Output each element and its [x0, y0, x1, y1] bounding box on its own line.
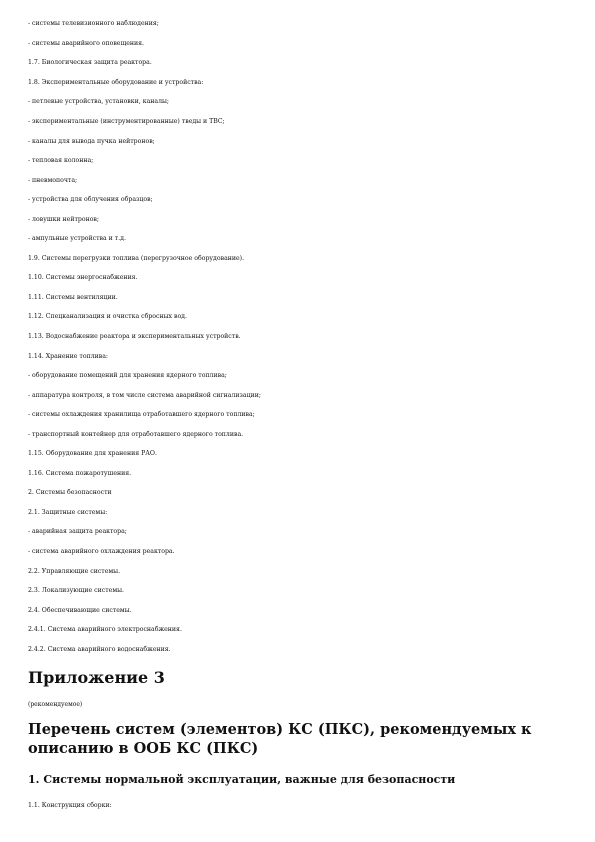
- list-item: 2.1. Защитные системы:: [28, 508, 108, 516]
- list-title: Перечень систем (элементов) КС (ПКС), рекомендуемых к описанию в ООБ КС (ПКС): [28, 721, 532, 757]
- list-item: 2.4.2. Система аварийного водоснабжения.: [28, 645, 171, 653]
- list-item: - ампульные устройства и т.д.: [28, 235, 126, 243]
- list-item: - каналы для вывода пучка нейтронов;: [28, 137, 155, 145]
- list-item: - ловушки нейтронов;: [28, 215, 99, 223]
- list-item: 2. Системы безопасности: [28, 489, 112, 497]
- list-item: 2.3. Локализующие системы.: [28, 587, 125, 595]
- list-item: 2.2. Управляющие системы.: [28, 567, 121, 575]
- list-item: 1.10. Системы энергоснабжения.: [28, 274, 138, 282]
- list-item: - тепловая колонна;: [28, 157, 94, 165]
- list-item: - петлевые устройства, установки, каналы;: [28, 98, 170, 106]
- list-item: 1.15. Оборудование для хранения РАО.: [28, 450, 157, 458]
- list-item: 2.4.1. Система аварийного электроснабжения.: [28, 626, 182, 634]
- list-item: 1.14. Хранение топлива:: [28, 352, 109, 360]
- list-item: - аварийная защита реактора;: [28, 528, 127, 536]
- list-item: - транспортный контейнер для отработавшего ядерного топлива.: [28, 430, 244, 438]
- list-item: 1.12. Спецканализация и очистка сбросных вод.: [28, 313, 187, 321]
- list-item: - системы охлаждения хранилища отработавшего ядерного топлива;: [28, 411, 255, 419]
- section-title: 1. Системы нормальной эксплуатации, важные для безопасности: [28, 773, 456, 786]
- list-item: 1.11. Системы вентиляции.: [28, 293, 118, 301]
- list-item: - устройства для облучения образцов;: [28, 196, 153, 204]
- systems-list: [28, 14, 573, 659]
- list-item: 1.16. Система пожаротушения.: [28, 469, 132, 477]
- list-item: - система аварийного охлаждения реактора.: [28, 548, 175, 556]
- list-item: 1.8. Экспериментальные оборудование и устройства:: [28, 78, 204, 86]
- list-item: - аппаратура контроля, в том числе система аварийной сигнализации;: [28, 391, 261, 399]
- list-item: 1.13. Водоснабжение реактора и экспериментальных устройств.: [28, 333, 241, 341]
- appendix-note: (рекомендуемое): [28, 701, 83, 708]
- list-item: 1.7. Биологическая защита реактора.: [28, 59, 152, 67]
- list-item: 2.4. Обеспечивающие системы.: [28, 606, 132, 614]
- list-item: - оборудование помещений для хранения ядерного топлива;: [28, 372, 227, 380]
- list-item: - экспериментальные (инструментированные) тведы и ТВС;: [28, 118, 225, 125]
- list-item: 1.1. Конструкция сборки:: [28, 802, 112, 809]
- appendix-title: Приложение 3: [28, 668, 165, 687]
- list-item: - системы телевизионного наблюдения;: [28, 20, 159, 28]
- list-item: 1.9. Системы перегрузки топлива (перегрузочное оборудование).: [28, 254, 245, 262]
- list-item: - системы аварийного оповещения.: [28, 39, 145, 47]
- list-item: - пневмопочта;: [28, 176, 78, 184]
